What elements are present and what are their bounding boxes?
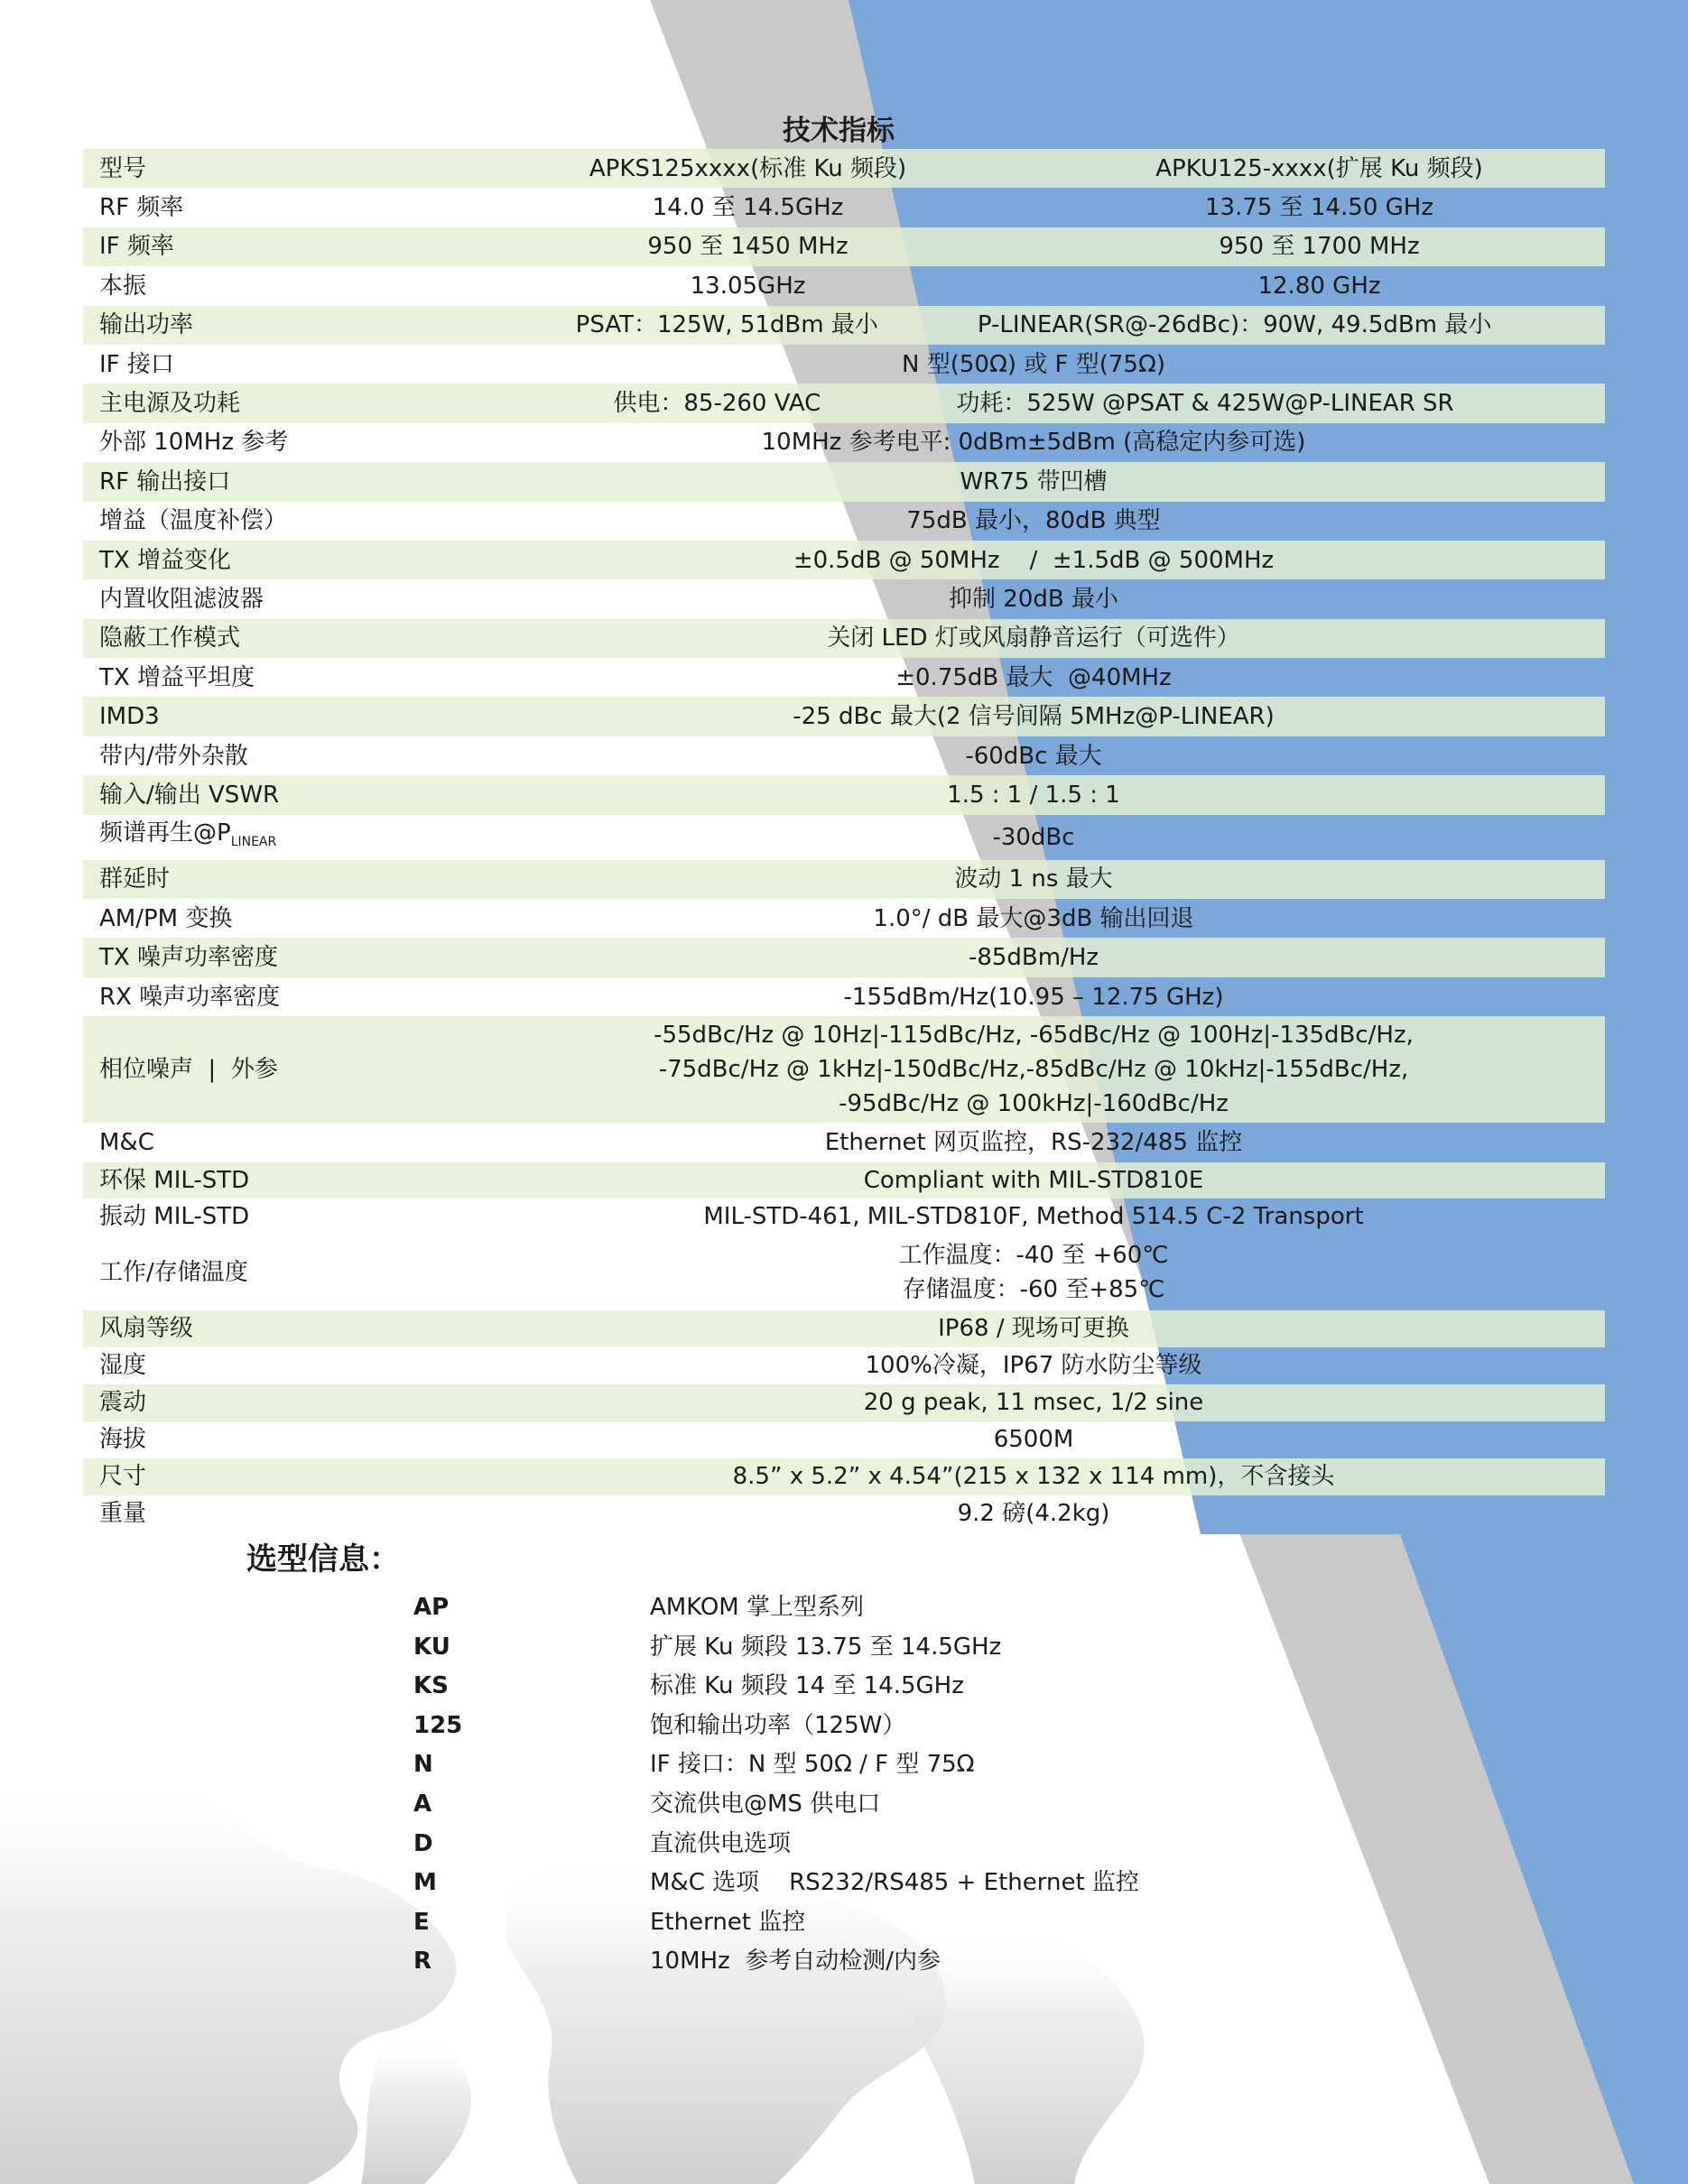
row-label: IMD3 [83,697,462,736]
option-desc: Ethernet 监控 [650,1908,806,1936]
row-value [462,1016,1605,1123]
row-label: 工作/存储温度 [99,1258,248,1286]
row-value: 6500M [993,1426,1074,1454]
table-row [83,1162,1605,1198]
row-label: RX 噪声功率密度 [99,983,281,1011]
table-row [83,658,1605,697]
table-row [83,384,1605,422]
row-label: IF 接口 [99,350,174,378]
option-code: AP [413,1594,450,1621]
row-value-ks: 14.0 至 14.5GHz [652,194,844,222]
list-item [413,1588,1406,1628]
table-row [83,462,1605,501]
row-value: 75dB 最小，80dB 典型 [906,507,1161,535]
table-row [83,775,1605,814]
list-item [413,1903,1406,1943]
table-row [83,227,1605,266]
row-label: IF 频率 [83,227,462,266]
list-item [413,1628,1406,1668]
list-item [413,1942,1406,1982]
plinear-value: P-LINEAR(SR@-26dBc)：90W, 49.5dBm 最小 [977,311,1492,339]
row-label: M&C [99,1128,154,1156]
row-label: 震动 [83,1384,462,1421]
row-value: WR75 带凹槽 [462,462,1605,501]
row-value: 8.5” x 5.2” x 4.54”(215 x 132 x 114 mm)，不含接头 [462,1458,1605,1495]
table-row [83,1123,1605,1161]
row-label: 输出功率 [83,306,462,345]
table-row [83,938,1605,976]
row-value-ku: 950 至 1700 MHz [1034,227,1605,266]
row-value-ks: 13.05GHz [690,272,806,300]
row-value: 抑制 20dB 最小 [949,585,1118,613]
table-row [83,345,1605,384]
row-value: -60dBc 最大 [965,742,1102,770]
table-row [83,1421,1605,1458]
row-value: ±0.5dB @ 50MHz / ±1.5dB @ 500MHz [462,541,1605,579]
row-label: 内置收阻滤波器 [99,585,264,613]
row-label: 海拔 [99,1426,147,1454]
operating-temp: 工作温度：-40 至 +60℃ [898,1241,1169,1269]
row-label: 相位噪声 | 外参 [83,1016,462,1123]
row-value [462,384,1605,422]
table-row [83,149,1605,188]
row-value: 10MHz 参考电平: 0dBm±5dBm (高稳定内参可选) [761,429,1306,457]
option-code: D [413,1829,433,1857]
storage-temp: 存储温度：-60 至+85℃ [902,1275,1165,1303]
table-row [83,977,1605,1016]
row-label: 尺寸 [83,1458,462,1495]
option-code: R [413,1948,432,1976]
row-label: 主电源及功耗 [83,384,462,422]
row-label: 增益（温度补偿） [99,507,288,535]
row-value: -85dBm/Hz [462,938,1605,976]
table-row [83,502,1605,541]
model-standard-ku: APKS125xxxx(标准 Ku 频段) [462,149,1034,188]
table-row [83,697,1605,736]
row-label: 隐蔽工作模式 [83,619,462,658]
row-value: 波动 1 ns 最大 [462,860,1605,899]
row-label: 重量 [99,1500,147,1528]
option-desc: 交流供电@MS 供电口 [650,1790,881,1818]
table-row [83,1016,1605,1123]
list-item [413,1785,1406,1825]
row-value: -155dBm/Hz(10.95 – 12.75 GHz) [843,983,1224,1011]
row-label: 风扇等级 [83,1310,462,1347]
row-label: 带内/带外杂散 [99,742,248,770]
row-label: 湿度 [99,1352,147,1380]
row-label: 振动 MIL-STD [99,1202,250,1230]
row-value-ks: 950 至 1450 MHz [462,227,1034,266]
table-row [83,619,1605,658]
option-desc: AMKOM 掌上型系列 [650,1594,865,1621]
row-label: 型号 [83,149,462,188]
option-code: N [413,1751,433,1779]
option-code: E [413,1908,430,1936]
option-code: KU [413,1633,450,1661]
row-value [462,1235,1605,1310]
option-desc: 标准 Ku 频段 14 至 14.5GHz [650,1672,964,1700]
row-value: 1.5 : 1 / 1.5 : 1 [462,775,1605,814]
row-value: -25 dBc 最大(2 信号间隔 5MHz@P-LINEAR) [462,697,1605,736]
phase-noise-line: -75dBc/Hz @ 1kHz|-150dBc/Hz,-85dBc/Hz @ 10kHz|-155dBc/Hz, [658,1056,1409,1084]
phase-noise-line: -95dBc/Hz @ 100kHz|-160dBc/Hz [839,1090,1229,1118]
option-desc: 10MHz 参考自动检测/内参 [650,1948,941,1976]
row-value: MIL-STD-461, MIL-STD810F, Method 514.5 C-2 Transport [703,1202,1364,1230]
option-code: 125 [413,1711,463,1739]
option-code: KS [413,1672,449,1700]
row-label: RF 频率 [99,194,184,222]
row-value: 1.0°/ dB 最大@3dB 输出回退 [873,904,1194,932]
table-row [83,860,1605,899]
table-row [83,1198,1605,1235]
page-title: 技术指标 [783,115,895,147]
table-row [83,1384,1605,1421]
list-item [413,1825,1406,1865]
row-label: 环保 MIL-STD [83,1162,462,1198]
table-row [83,1310,1605,1347]
psat-value: PSAT：125W, 51dBm 最小 [575,311,878,339]
list-item [413,1745,1406,1785]
table-row [83,1235,1605,1310]
option-code: A [413,1790,432,1818]
selection-list [413,1588,1406,1982]
row-value: Ethernet 网页监控，RS-232/485 监控 [824,1128,1243,1156]
option-desc: 直流供电选项 [650,1829,792,1857]
table-row [83,579,1605,618]
table-row [83,266,1605,305]
option-desc: M&C 选项 RS232/RS485 + Ethernet 监控 [650,1869,1139,1897]
row-label: TX 噪声功率密度 [83,938,462,976]
row-label: AM/PM 变换 [99,904,233,932]
table-row [83,899,1605,938]
model-extended-ku: APKU125-xxxx(扩展 Ku 频段) [1034,149,1605,188]
row-value: Compliant with MIL-STD810E [462,1162,1605,1198]
row-label: TX 增益变化 [83,541,462,579]
list-item [413,1707,1406,1746]
row-value-ku: 12.80 GHz [1257,272,1381,300]
row-label: RF 输出接口 [83,462,462,501]
row-value: 20 g peak, 11 msec, 1/2 sine [462,1384,1605,1421]
option-code: M [413,1869,437,1897]
option-desc: 扩展 Ku 频段 13.75 至 14.5GHz [650,1633,1002,1661]
row-value-ku: 13.75 至 14.50 GHz [1204,194,1433,222]
row-label: TX 增益平坦度 [99,663,255,691]
row-label: 频谱再生$@P_{LINEAR}$ [99,819,277,849]
row-value: N 型(50Ω) 或 F 型(75Ω) [902,350,1165,378]
list-item [413,1667,1406,1707]
row-value [462,306,1605,345]
table-row [83,423,1605,462]
option-desc: 饱和输出功率（125W） [650,1711,906,1739]
table-row [83,306,1605,345]
row-value: 9.2 磅(4.2kg) [957,1500,1110,1528]
row-label: 输入/输出 VSWR [83,775,462,814]
phase-noise-line: -55dBc/Hz @ 10Hz|-115dBc/Hz, -65dBc/Hz @ 100Hz|-135dBc/Hz, [654,1022,1414,1050]
row-label: 外部 10MHz 参考 [99,429,289,457]
supply-value: 供电：85-260 VAC [613,390,821,418]
table-row [83,1458,1605,1495]
table-row [83,188,1605,227]
selection-title: 选型信息： [246,1541,400,1578]
row-value: ±0.75dB 最大 @40MHz [895,663,1172,691]
table-row [83,1495,1605,1532]
consumption-value: 功耗：525W @PSAT & 425W@P-LINEAR SR [956,390,1454,418]
table-row [83,815,1605,860]
row-value: 100%冷凝，IP67 防水防尘等级 [865,1352,1202,1380]
list-item [413,1864,1406,1903]
table-row [83,1347,1605,1384]
option-desc: IF 接口：N 型 50Ω / F 型 75Ω [650,1751,975,1779]
table-row [83,541,1605,579]
spec-table [83,149,1605,1532]
row-label: 群延时 [83,860,462,899]
row-value: -30dBc [992,823,1075,851]
row-value: IP68 / 现场可更换 [462,1310,1605,1347]
row-value: 关闭 LED 灯或风扇静音运行（可选件） [462,619,1605,658]
row-label: 本振 [99,272,147,300]
table-row [83,736,1605,775]
